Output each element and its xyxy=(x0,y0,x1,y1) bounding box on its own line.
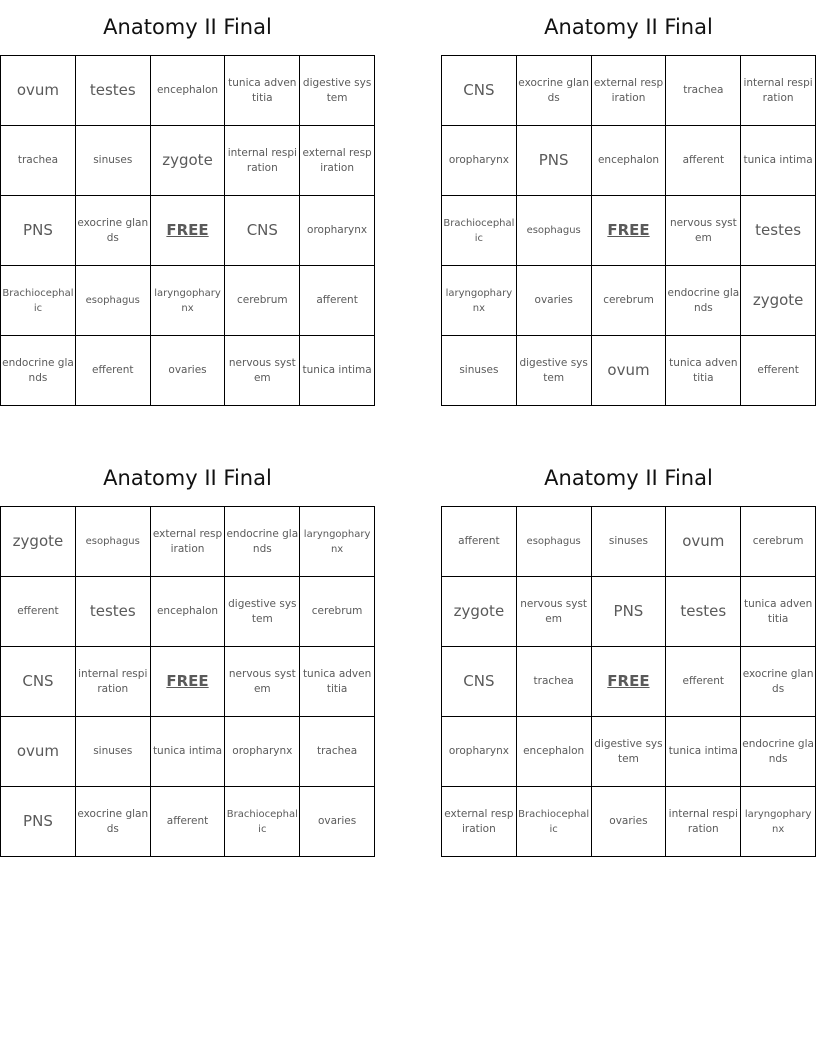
bingo-cell: exocrine glands xyxy=(75,787,150,857)
bingo-cell: sinuses xyxy=(442,336,517,406)
bingo-cell: digestive system xyxy=(516,336,591,406)
free-space-cell: FREE xyxy=(150,196,225,266)
grid-row xyxy=(1,787,375,857)
grid-row xyxy=(1,647,375,717)
bingo-cell: encephalon xyxy=(150,56,225,126)
bingo-cell: encephalon xyxy=(150,577,225,647)
bingo-cell: efferent xyxy=(666,647,741,717)
bingo-cell: laryngopharynx xyxy=(741,787,816,857)
bingo-cell: internal respiration xyxy=(75,647,150,717)
bingo-cell: CNS xyxy=(442,647,517,717)
bingo-cell: sinuses xyxy=(75,717,150,787)
bingo-cell: Brachiocephalic xyxy=(442,196,517,266)
bingo-cell: CNS xyxy=(1,647,76,717)
bingo-grid xyxy=(441,55,816,406)
bingo-cell: efferent xyxy=(75,336,150,406)
free-space-cell: FREE xyxy=(591,196,666,266)
bingo-cell: nervous system xyxy=(225,336,300,406)
card-title: Anatomy II Final xyxy=(103,15,272,39)
bingo-cell: ovum xyxy=(666,507,741,577)
bingo-cell: exocrine glands xyxy=(75,196,150,266)
bingo-cell: nervous system xyxy=(225,647,300,717)
grid-row xyxy=(1,196,375,266)
bingo-cell: esophagus xyxy=(516,196,591,266)
bingo-cell: tunica adventitia xyxy=(300,647,375,717)
bingo-cell: trachea xyxy=(1,126,76,196)
bingo-cell: tunica adventitia xyxy=(225,56,300,126)
bingo-cell: oropharynx xyxy=(442,126,517,196)
bingo-cell: internal respiration xyxy=(666,787,741,857)
bingo-cell: nervous system xyxy=(516,577,591,647)
bingo-cell: nervous system xyxy=(666,196,741,266)
bingo-cell: tunica intima xyxy=(741,126,816,196)
bingo-cell: cerebrum xyxy=(300,577,375,647)
bingo-grid xyxy=(0,506,375,857)
bingo-cell: Brachiocephalic xyxy=(516,787,591,857)
grid-row xyxy=(442,126,816,196)
bingo-cell: encephalon xyxy=(516,717,591,787)
bingo-grid xyxy=(441,506,816,857)
bingo-cell: external respiration xyxy=(300,126,375,196)
bingo-cell: PNS xyxy=(1,787,76,857)
card-title: Anatomy II Final xyxy=(544,466,713,490)
bingo-cell: oropharynx xyxy=(300,196,375,266)
bingo-cell: laryngopharynx xyxy=(150,266,225,336)
grid-row xyxy=(1,56,375,126)
bingo-cell: efferent xyxy=(741,336,816,406)
grid-row xyxy=(442,717,816,787)
bingo-cell: afferent xyxy=(150,787,225,857)
bingo-cell: trachea xyxy=(300,717,375,787)
bingo-cell: ovaries xyxy=(150,336,225,406)
bingo-cell: testes xyxy=(741,196,816,266)
bingo-cell: trachea xyxy=(666,56,741,126)
bingo-cell: testes xyxy=(666,577,741,647)
bingo-cell: zygote xyxy=(442,577,517,647)
grid-row xyxy=(1,717,375,787)
bingo-cell: afferent xyxy=(300,266,375,336)
bingo-cell: external respiration xyxy=(591,56,666,126)
grid-row xyxy=(442,787,816,857)
bingo-cell: trachea xyxy=(516,647,591,717)
bingo-cell: CNS xyxy=(225,196,300,266)
bingo-cell: zygote xyxy=(741,266,816,336)
bingo-cell: Brachiocephalic xyxy=(225,787,300,857)
bingo-cell: digestive system xyxy=(225,577,300,647)
bingo-cell: oropharynx xyxy=(442,717,517,787)
bingo-cell: ovaries xyxy=(300,787,375,857)
bingo-cell: encephalon xyxy=(591,126,666,196)
bingo-cell: cerebrum xyxy=(225,266,300,336)
grid-row xyxy=(442,507,816,577)
bingo-cell: sinuses xyxy=(75,126,150,196)
free-space-cell: FREE xyxy=(150,647,225,717)
bingo-cell: zygote xyxy=(1,507,76,577)
bingo-cell: efferent xyxy=(1,577,76,647)
grid-row xyxy=(1,507,375,577)
grid-row xyxy=(442,266,816,336)
grid-row xyxy=(1,266,375,336)
bingo-cell: ovaries xyxy=(516,266,591,336)
bingo-cell: tunica adventitia xyxy=(666,336,741,406)
bingo-cell: digestive system xyxy=(591,717,666,787)
bingo-cell: laryngopharynx xyxy=(300,507,375,577)
free-space-cell: FREE xyxy=(591,647,666,717)
bingo-cell: testes xyxy=(75,56,150,126)
bingo-cell: PNS xyxy=(1,196,76,266)
card-title: Anatomy II Final xyxy=(103,466,272,490)
bingo-cell: afferent xyxy=(442,507,517,577)
bingo-cell: tunica intima xyxy=(666,717,741,787)
bingo-cell: exocrine glands xyxy=(741,647,816,717)
bingo-cell: cerebrum xyxy=(591,266,666,336)
bingo-cell: internal respiration xyxy=(741,56,816,126)
bingo-grid xyxy=(0,55,375,406)
bingo-cell: PNS xyxy=(591,577,666,647)
bingo-cell: cerebrum xyxy=(741,507,816,577)
bingo-cell: sinuses xyxy=(591,507,666,577)
bingo-cell: esophagus xyxy=(75,507,150,577)
grid-row xyxy=(442,336,816,406)
bingo-cell: digestive system xyxy=(300,56,375,126)
grid-row xyxy=(442,56,816,126)
grid-row xyxy=(1,126,375,196)
bingo-cell: tunica intima xyxy=(150,717,225,787)
bingo-cell: CNS xyxy=(442,56,517,126)
bingo-cell: tunica adventitia xyxy=(741,577,816,647)
bingo-cell: endocrine glands xyxy=(741,717,816,787)
grid-row xyxy=(442,196,816,266)
bingo-cell: tunica intima xyxy=(300,336,375,406)
card-title: Anatomy II Final xyxy=(544,15,713,39)
bingo-cell: afferent xyxy=(666,126,741,196)
grid-row xyxy=(1,577,375,647)
bingo-cell: internal respiration xyxy=(225,126,300,196)
grid-row xyxy=(442,577,816,647)
bingo-cell: endocrine glands xyxy=(1,336,76,406)
bingo-cell: exocrine glands xyxy=(516,56,591,126)
bingo-cell: laryngopharynx xyxy=(442,266,517,336)
bingo-cell: ovum xyxy=(1,56,76,126)
bingo-cell: Brachiocephalic xyxy=(1,266,76,336)
bingo-cell: PNS xyxy=(516,126,591,196)
grid-row xyxy=(442,647,816,717)
bingo-cell: ovum xyxy=(1,717,76,787)
grid-row xyxy=(1,336,375,406)
bingo-cell: testes xyxy=(75,577,150,647)
bingo-cell: oropharynx xyxy=(225,717,300,787)
bingo-cell: esophagus xyxy=(516,507,591,577)
bingo-cell: esophagus xyxy=(75,266,150,336)
bingo-cell: endocrine glands xyxy=(225,507,300,577)
bingo-cell: ovum xyxy=(591,336,666,406)
bingo-cell: endocrine glands xyxy=(666,266,741,336)
bingo-cell: zygote xyxy=(150,126,225,196)
bingo-cell: external respiration xyxy=(442,787,517,857)
bingo-cell: external respiration xyxy=(150,507,225,577)
bingo-cell: ovaries xyxy=(591,787,666,857)
